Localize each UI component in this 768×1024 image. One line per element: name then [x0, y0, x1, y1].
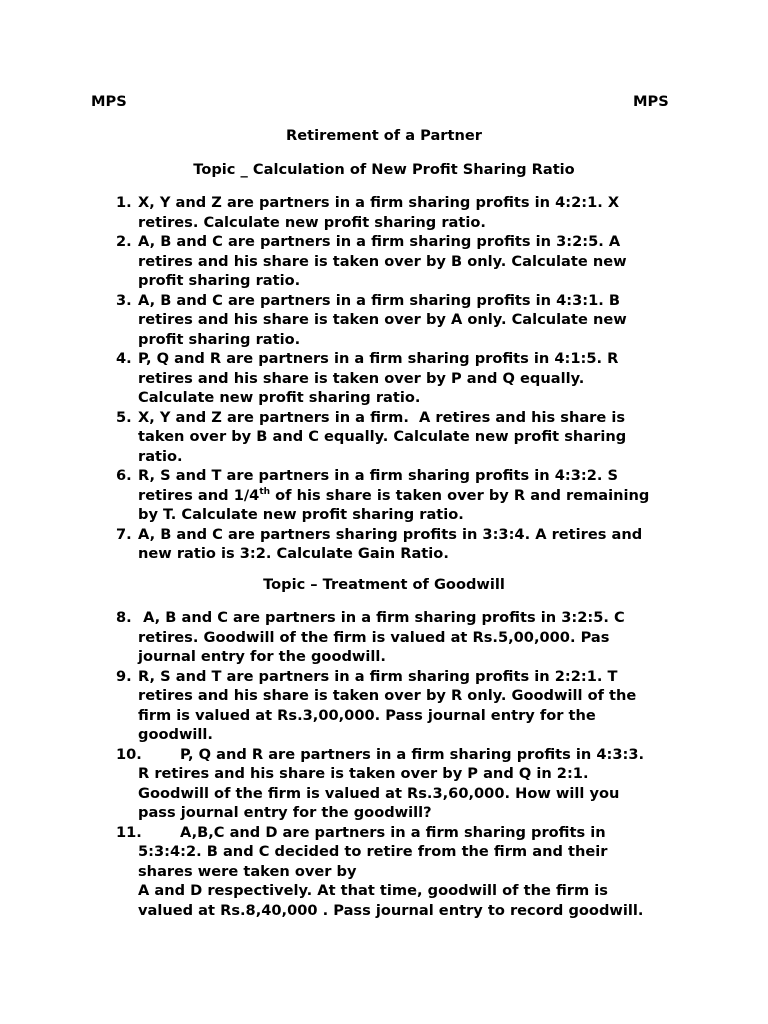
question-item: [0, 232, 678, 291]
question-line: pass journal entry for the goodwill?: [138, 804, 432, 821]
question-number: 3.: [116, 291, 132, 309]
question-list-goodwill: [0, 608, 768, 920]
question-line: taken over by B and C equally. Calculate new profit sharing: [138, 428, 627, 445]
question-line: firm is valued at Rs.3,00,000. Pass journal entry for the: [138, 706, 596, 724]
question-line: new ratio is 3:2. Calculate Gain Ratio.: [138, 545, 449, 562]
question-number: 7.: [116, 525, 132, 543]
question-text: of his share is taken over by R and remaining: [270, 486, 650, 504]
question-line: [138, 823, 678, 843]
question-item: [0, 193, 678, 232]
question-line: profit sharing ratio.: [138, 330, 301, 348]
question-line: shares were taken over by: [138, 862, 357, 880]
question-line-with-superscript: [138, 486, 678, 506]
topic-heading-goodwill: Topic – Treatment of Goodwill: [263, 576, 505, 593]
question-line: retires and his share is taken over by R only. Goodwill of the: [138, 687, 637, 704]
question-line: A, B and C are partners in a firm sharing profits in 4:3:1. B: [138, 291, 621, 309]
question-line: retires. Goodwill of the firm is valued at Rs.5,00,000. Pas: [138, 628, 610, 646]
question-number: 8.: [116, 609, 132, 626]
question-item: [0, 823, 678, 921]
question-number: 1.: [116, 194, 132, 211]
question-line: Calculate new profit sharing ratio.: [138, 389, 421, 406]
question-number: 6.: [116, 467, 132, 484]
question-line: profit sharing ratio.: [138, 272, 301, 289]
question-item: [0, 291, 678, 350]
question-item: [0, 408, 678, 467]
question-line: retires. Calculate new profit sharing ratio.: [138, 213, 486, 231]
question-line: A, B and C are partners in a firm sharing profits in 3:2:5. A: [138, 233, 621, 250]
question-number: 4.: [116, 350, 132, 367]
question-item: [0, 525, 678, 564]
question-line: valued at Rs.8,40,000 . Pass journal entry to record goodwill.: [138, 901, 644, 919]
question-item: [0, 745, 678, 823]
question-item: [0, 608, 678, 667]
question-line: A, B and C are partners sharing profits in 3:3:4. A retires and: [138, 525, 643, 543]
question-line: retires and his share is taken over by P and Q equally.: [138, 369, 585, 387]
question-number: 5.: [116, 408, 132, 426]
question-number: 10.: [116, 745, 142, 763]
topic-heading-ratio: Topic _ Calculation of New Profit Sharing Ratio: [193, 161, 575, 178]
question-text: A,B,C and D are partners in a firm sharing profits in: [180, 823, 606, 841]
question-line: P, Q and R are partners in a firm sharing profits in 4:1:5. R: [138, 350, 619, 367]
header-right-label: MPS: [633, 93, 669, 110]
question-line: R, S and T are partners in a firm sharing profits in 4:3:2. S: [138, 467, 618, 484]
question-item: [0, 667, 678, 745]
superscript-ordinal: th: [259, 486, 271, 497]
question-item: [0, 349, 678, 408]
question-line: Goodwill of the firm is valued at Rs.3,60,000. How will you: [138, 784, 620, 802]
question-line: goodwill.: [138, 726, 213, 743]
page-title: Retirement of a Partner: [286, 127, 482, 144]
question-line: 5:3:4:2. B and C decided to retire from the firm and their: [138, 843, 608, 860]
question-line: A and D respectively. At that time, goodwill of the firm is: [138, 882, 608, 899]
question-text: retires and 1/4: [138, 486, 260, 504]
header-left-label: MPS: [91, 93, 127, 110]
question-line: X, Y and Z are partners in a firm sharing profits in 4:2:1. X: [138, 194, 620, 211]
question-line: R, S and T are partners in a firm sharing profits in 2:2:1. T: [138, 667, 618, 685]
question-line: A, B and C are partners in a firm sharing profits in 3:2:5. C: [138, 609, 625, 626]
question-line: retires and his share is taken over by B only. Calculate new: [138, 252, 627, 270]
question-number: 9.: [116, 667, 132, 685]
question-list-ratio: [0, 193, 768, 564]
question-item: [0, 466, 678, 525]
question-text: P, Q and R are partners in a firm sharing profits in 4:3:3.: [180, 745, 645, 763]
question-number: 11.: [116, 823, 142, 841]
question-line: X, Y and Z are partners in a firm. A retires and his share is: [138, 408, 626, 426]
question-line: R retires and his share is taken over by P and Q in 2:1.: [138, 765, 589, 782]
question-line: journal entry for the goodwill.: [138, 648, 386, 665]
question-line: [138, 745, 678, 765]
question-line: ratio.: [138, 447, 183, 465]
question-line: retires and his share is taken over by A only. Calculate new: [138, 311, 627, 328]
question-number: 2.: [116, 233, 132, 250]
question-line: by T. Calculate new profit sharing ratio.: [138, 506, 464, 523]
